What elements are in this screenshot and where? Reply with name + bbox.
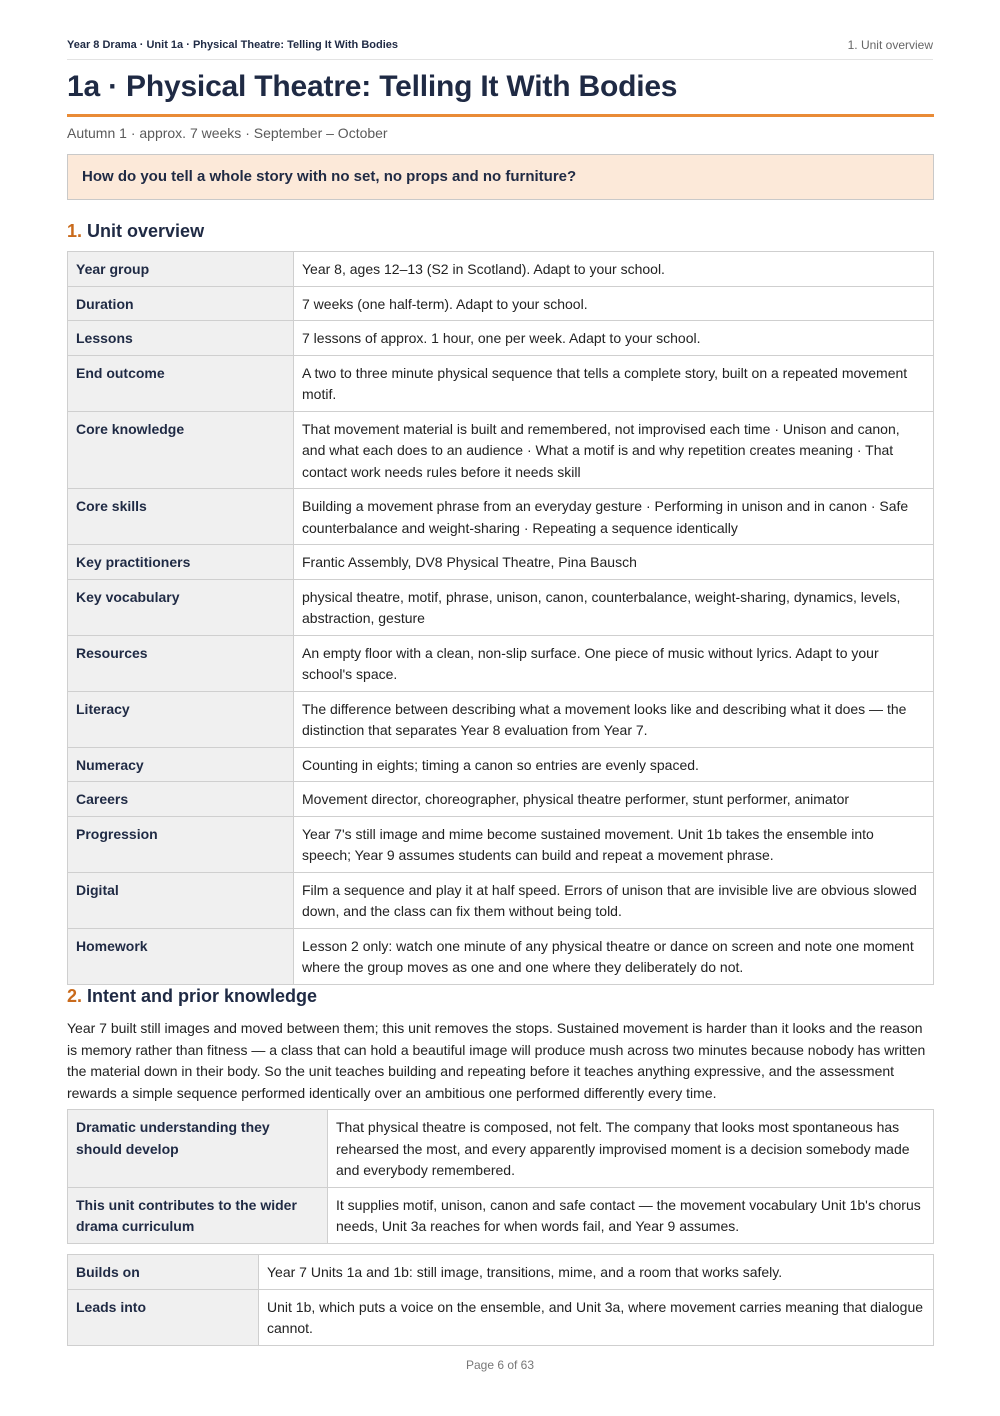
page-title: 1a · Physical Theatre: Telling It With Bodies (67, 70, 678, 103)
key-question-text: How do you tell a whole story with no set, no props and no furniture? (82, 168, 577, 185)
row-value: Year 8, ages 12–13 (S2 in Scotland). Adapt to your school. (294, 252, 934, 287)
table-row (68, 579, 934, 635)
running-title: Year 8 Drama · Unit 1a · Physical Theatre: Telling It With Bodies (67, 39, 399, 51)
row-label: Key vocabulary (68, 579, 294, 635)
row-label: End outcome (68, 355, 294, 411)
table-row (68, 1110, 934, 1188)
section-2-heading (67, 986, 317, 1007)
row-value: 7 lessons of approx. 1 hour, one per week. Adapt to your school. (294, 321, 934, 356)
row-value: Film a sequence and play it at half speed. Errors of unison that are invisible live are obvious slowed down, and the class can fix them without being told. (294, 872, 934, 928)
row-value: Frantic Assembly, DV8 Physical Theatre, Pina Bausch (294, 545, 934, 580)
row-label: Dramatic understanding they should develop (68, 1110, 328, 1188)
row-label: Builds on (68, 1255, 259, 1290)
table-row (68, 1187, 934, 1243)
table-row (68, 355, 934, 411)
row-value: A two to three minute physical sequence that tells a complete story, built on a repeated movement motif. (294, 355, 934, 411)
row-label: This unit contributes to the wider drama curriculum (68, 1187, 328, 1243)
table-row (68, 411, 934, 489)
section-1-number: 1. (67, 221, 83, 241)
row-label: Digital (68, 872, 294, 928)
table-row (68, 1289, 934, 1345)
row-label: Homework (68, 928, 294, 984)
row-label: Core skills (68, 489, 294, 545)
page-number-footer: Page 6 of 63 (465, 1358, 535, 1372)
section-1-title: Unit overview (87, 221, 205, 241)
table-row (68, 252, 934, 287)
row-label: Duration (68, 286, 294, 321)
row-value: Building a movement phrase from an everyday gesture · Performing in unison and in canon · Safe counterbalance and weight-sharing · Repeating a sequence identically (294, 489, 934, 545)
title-underline (67, 114, 934, 117)
row-value: Unit 1b, which puts a voice on the ensemble, and Unit 3a, where movement carries meaning that dialogue cannot. (259, 1289, 934, 1345)
section-1-heading (67, 221, 204, 242)
row-value: 7 weeks (one half-term). Adapt to your school. (294, 286, 934, 321)
row-value: physical theatre, motif, phrase, unison, canon, counterbalance, weight-sharing, dynamics, levels, abstraction, gesture (294, 579, 934, 635)
row-value: Year 7 Units 1a and 1b: still image, transitions, mime, and a room that works safely. (259, 1255, 934, 1290)
key-question-box (67, 154, 934, 200)
table-row (68, 816, 934, 872)
row-label: Core knowledge (68, 411, 294, 489)
row-label: Year group (68, 252, 294, 287)
builds-on-leads-into-table (67, 1254, 934, 1346)
section-marker: 1. Unit overview (847, 38, 933, 52)
unit-overview-table (67, 251, 934, 985)
unit-timing-subtitle: Autumn 1 · approx. 7 weeks · September – October (67, 125, 388, 141)
table-row (68, 635, 934, 691)
row-label: Progression (68, 816, 294, 872)
running-header (67, 38, 933, 60)
row-label: Numeracy (68, 747, 294, 782)
intent-intro-paragraph: Year 7 built still images and moved between them; this unit removes the stops. Sustained movement is harder than it looks and the reason is memory rather than fitness — a class that can hold a beautiful image will produce mush across two minutes because nobody has written the material down in their body. So the unit teaches building and repeating before it teaches anything expressive, and the assessment rewards a simple sequence performed identically over an ambitious one performed differently every time. (67, 1020, 926, 1101)
row-value: Counting in eights; timing a canon so entries are evenly spaced. (294, 747, 934, 782)
row-value: Year 7's still image and mime become sustained movement. Unit 1b takes the ensemble into speech; Year 9 assumes students can build and repeat a movement phrase. (294, 816, 934, 872)
row-label: Key practitioners (68, 545, 294, 580)
section-2-title: Intent and prior knowledge (87, 986, 318, 1006)
table-row (68, 321, 934, 356)
table-row (68, 286, 934, 321)
row-value: That physical theatre is composed, not felt. The company that looks most spontaneous has rehearsed the most, and every apparently improvised moment is a decision somebody made and everybody remembered. (328, 1110, 934, 1188)
row-label: Leads into (68, 1289, 259, 1345)
row-label: Literacy (68, 691, 294, 747)
table-row (68, 928, 934, 984)
row-value: It supplies motif, unison, canon and safe contact — the movement vocabulary Unit 1b's chorus needs, Unit 3a reaches for when words fail, and Year 9 assumes. (328, 1187, 934, 1243)
row-value: Movement director, choreographer, physical theatre performer, stunt performer, animator (294, 782, 934, 817)
table-row (68, 489, 934, 545)
table-row (68, 747, 934, 782)
row-value: That movement material is built and remembered, not improvised each time · Unison and canon, and what each does to an audience · What a motif is and why repetition creates meaning · That contact work needs rules before it needs skill (294, 411, 934, 489)
row-value: The difference between describing what a movement looks like and describing what it does — the distinction that separates Year 8 evaluation from Year 7. (294, 691, 934, 747)
table-row (68, 782, 934, 817)
row-label: Resources (68, 635, 294, 691)
table-row (68, 872, 934, 928)
table-row (68, 691, 934, 747)
section-2-number: 2. (67, 986, 83, 1006)
row-label: Lessons (68, 321, 294, 356)
row-value: An empty floor with a clean, non-slip surface. One piece of music without lyrics. Adapt to your school's space. (294, 635, 934, 691)
row-label: Careers (68, 782, 294, 817)
row-value: Lesson 2 only: watch one minute of any physical theatre or dance on screen and note one moment where the group moves as one and one where they deliberately do not. (294, 928, 934, 984)
table-row (68, 1255, 934, 1290)
intent-table (67, 1109, 934, 1244)
table-row (68, 545, 934, 580)
